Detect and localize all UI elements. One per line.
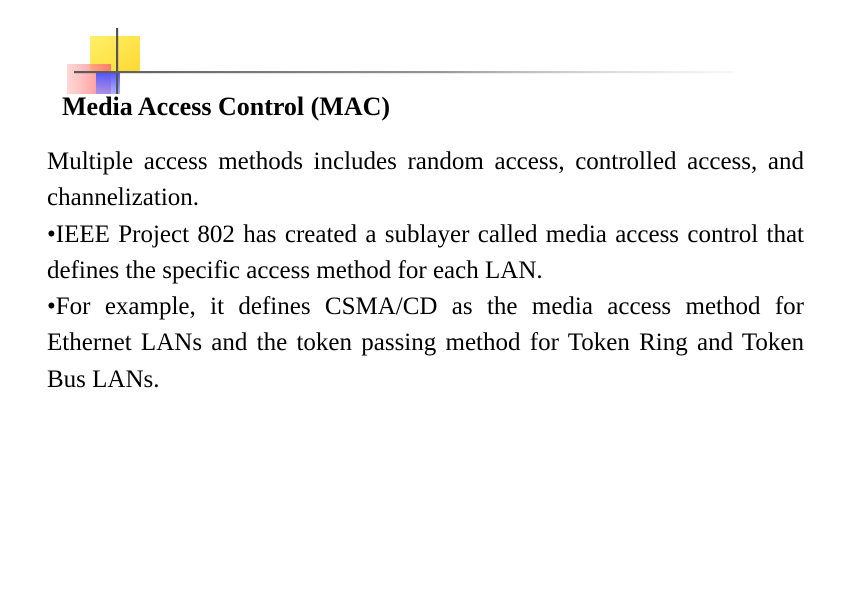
bullet-ieee-802: •IEEE Project 802 has created a sublayer called media access control that defines the specific access method for each LAN. — [47, 220, 804, 284]
logo-vertical-line — [116, 28, 118, 94]
paragraph-intro: Multiple access methods includes random access, controlled access, and channelization. — [47, 148, 804, 212]
bullet-example: •For example, it defines CSMA/CD as the media access method for Ethernet LANs and the token passing method for Token Ring and Token Bus LANs. — [47, 293, 804, 393]
slide-title: Media Access Control (MAC) — [62, 92, 391, 121]
title-rule-line — [74, 71, 734, 73]
slide-body — [47, 144, 804, 398]
